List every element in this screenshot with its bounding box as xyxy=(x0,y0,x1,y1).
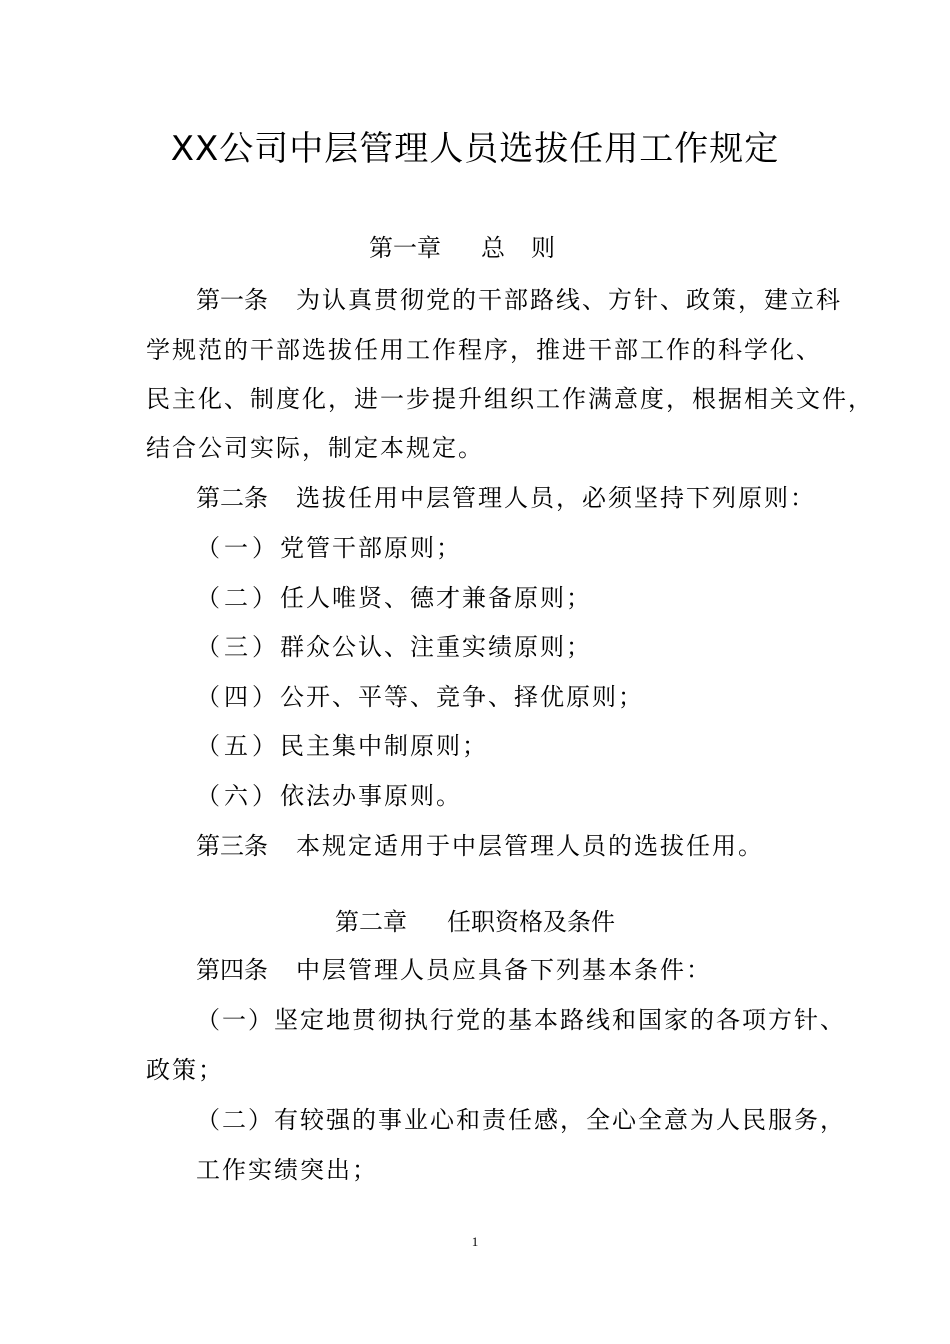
article-4-item-1-line-1: （一）坚定地贯彻执行党的基本路线和国家的各项方针、 xyxy=(196,1006,846,1034)
list-item xyxy=(196,578,592,618)
article-2-text: 选拔任用中层管理人员，必须坚持下列原则： xyxy=(296,484,816,512)
chapter-1-heading xyxy=(0,228,950,268)
article-4-item-1-line-2: 政策； xyxy=(146,1056,224,1084)
article-3-label: 第三条 xyxy=(196,832,268,860)
list-item-number: （五） xyxy=(196,732,280,760)
list-item xyxy=(196,677,644,717)
article-1-label: 第一条 xyxy=(196,286,268,314)
article-4-text: 中层管理人员应具备下列基本条件： xyxy=(296,956,712,984)
chapter-2-label: 第二章 xyxy=(335,908,407,936)
list-item-text: 民主集中制原则； xyxy=(280,732,488,760)
list-item-text: 任人唯贤、德才兼备原则； xyxy=(280,584,592,612)
article-1-line-3: 民主化、制度化，进一步提升组织工作满意度，根据相关文件， xyxy=(146,385,874,413)
list-item xyxy=(196,776,462,816)
list-item xyxy=(196,726,488,766)
article-3-text: 本规定适用于中层管理人员的选拔任用。 xyxy=(296,832,764,860)
chapter-2-heading xyxy=(0,902,950,942)
article-3-line-1 xyxy=(196,826,764,866)
list-item-number: （二） xyxy=(196,584,280,612)
article-4-line-1 xyxy=(196,950,712,990)
chapter-1-name: 总则 xyxy=(481,234,581,262)
page-number: 1 xyxy=(471,1234,479,1249)
article-4-item-2-line-2: 工作实绩突出； xyxy=(196,1156,378,1184)
article-4-item-2-line-1: （二）有较强的事业心和责任感，全心全意为人民服务， xyxy=(196,1106,846,1134)
article-1-text-1: 为认真贯彻党的干部路线、方针、政策，建立科 xyxy=(296,286,842,314)
list-item xyxy=(196,528,462,568)
list-item-number: （四） xyxy=(196,683,280,711)
list-item-text: 依法办事原则。 xyxy=(280,782,462,810)
list-item-number: （三） xyxy=(196,633,280,661)
article-1-line-1 xyxy=(196,280,842,320)
chapter-1-label: 第一章 xyxy=(369,234,441,262)
document-title: XX公司中层管理人员选拔任用工作规定 xyxy=(170,129,780,169)
article-2-label: 第二条 xyxy=(196,484,268,512)
article-1-line-4: 结合公司实际，制定本规定。 xyxy=(146,434,484,462)
article-2-line-1 xyxy=(196,478,816,518)
article-4-label: 第四条 xyxy=(196,956,268,984)
list-item-text: 公开、平等、竞争、择优原则； xyxy=(280,683,644,711)
list-item xyxy=(196,627,592,667)
list-item-number: （一） xyxy=(196,534,280,562)
chapter-2-name: 任职资格及条件 xyxy=(447,908,615,936)
list-item-text: 党管干部原则； xyxy=(280,534,462,562)
list-item-number: （六） xyxy=(196,782,280,810)
article-1-line-2: 学规范的干部选拔任用工作程序，推进干部工作的科学化、 xyxy=(146,336,822,364)
list-item-text: 群众公认、注重实绩原则； xyxy=(280,633,592,661)
